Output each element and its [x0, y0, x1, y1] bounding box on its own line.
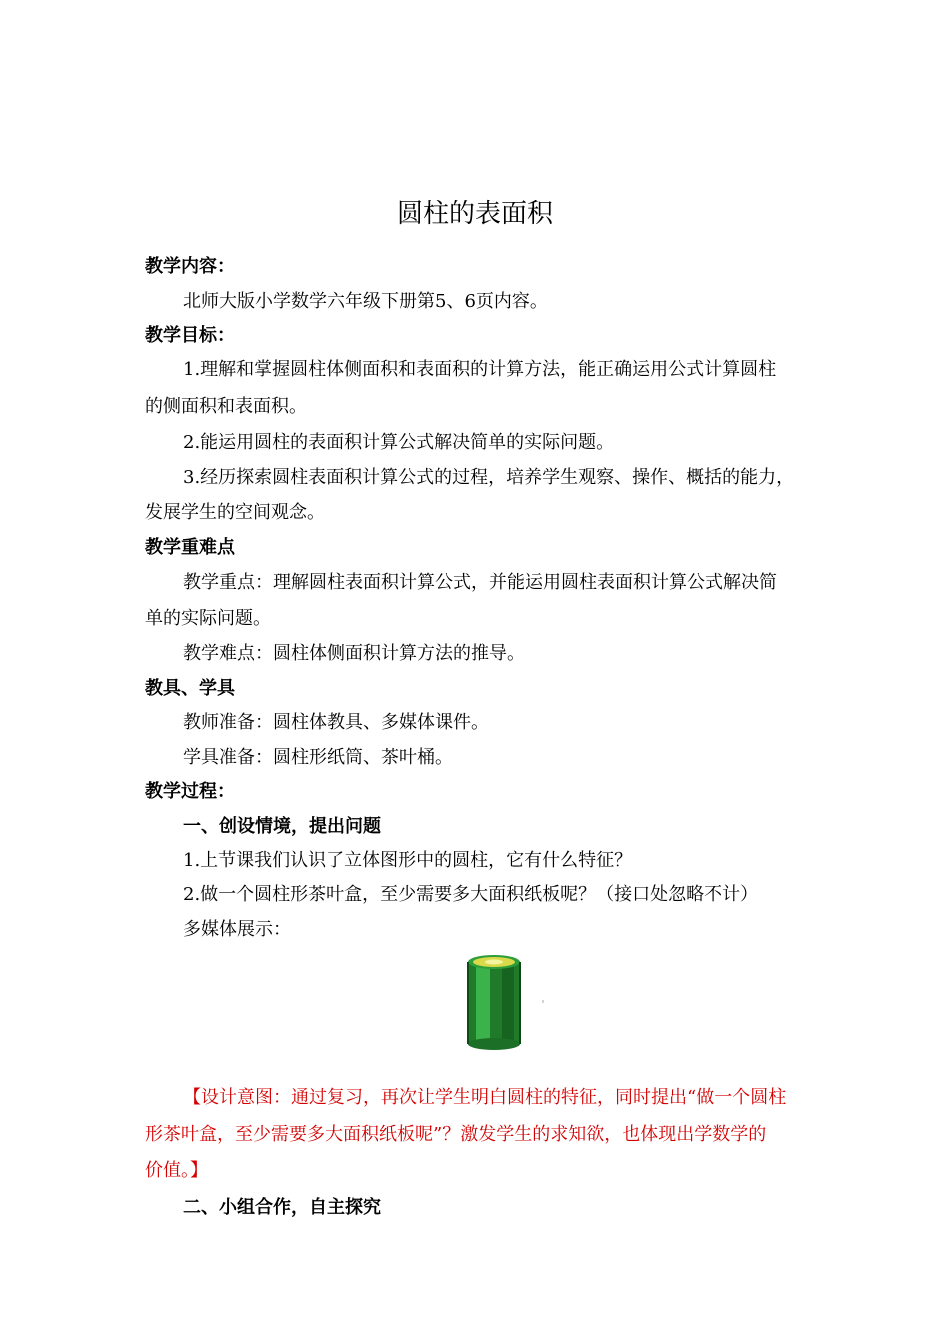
goals-heading: 教学目标： [145, 325, 235, 346]
key-point-line-2: 单的实际问题。 [145, 608, 271, 629]
green-cylinder-icon [462, 950, 552, 1056]
goal-1-line-1: 1.理解和掌握圆柱体侧面积和表面积的计算方法，能正确运用公式计算圆柱 [183, 359, 777, 380]
design-note-line-1: 【设计意图：通过复习，再次让学生明白圆柱的特征，同时提出“做一个圆柱 [183, 1087, 787, 1108]
page-title: 圆柱的表面积 [396, 199, 553, 229]
design-note-line-2: 形茶叶盒，至少需要多大面积纸板呢”？激发学生的求知欲，也体现出学数学的 [145, 1124, 767, 1145]
goal-3-line-2: 发展学生的空间观念。 [145, 502, 325, 523]
content-heading: 教学内容： [145, 256, 235, 277]
media-label: 多媒体展示： [183, 919, 291, 940]
step-2-heading: 二、小组合作，自主探究 [183, 1197, 381, 1218]
difficulty: 教学难点：圆柱体侧面积计算方法的推导。 [183, 643, 525, 664]
key-point-line-1: 教学重点：理解圆柱表面积计算公式，并能运用圆柱表面积计算公式解决简 [183, 572, 777, 593]
tools-heading: 教具、学具 [145, 678, 235, 699]
design-note-line-3: 价值。】 [145, 1160, 208, 1181]
student-prep: 学具准备：圆柱形纸筒、茶叶桶。 [183, 747, 453, 768]
content-text: 北师大版小学数学六年级下册第5、6页内容。 [183, 291, 548, 312]
goal-3-line-1: 3.经历探索圆柱表面积计算公式的过程，培养学生观察、操作、概括的能力， [183, 467, 795, 488]
step-1-question-2: 2.做一个圆柱形茶叶盒，至少需要多大面积纸板呢？（接口处忽略不计） [183, 884, 759, 905]
teacher-prep: 教师准备：圆柱体教具、多媒体课件。 [183, 712, 489, 733]
goal-1-line-2: 的侧面积和表面积。 [145, 396, 307, 417]
key-heading: 教学重难点 [145, 537, 235, 558]
goal-2: 2.能运用圆柱的表面积计算公式解决简单的实际问题。 [183, 432, 615, 453]
process-heading: 教学过程： [145, 781, 235, 802]
step-1-heading: 一、创设情境，提出问题 [183, 816, 381, 837]
step-1-question-1: 1.上节课我们认识了立体图形中的圆柱，它有什么特征？ [183, 850, 633, 871]
